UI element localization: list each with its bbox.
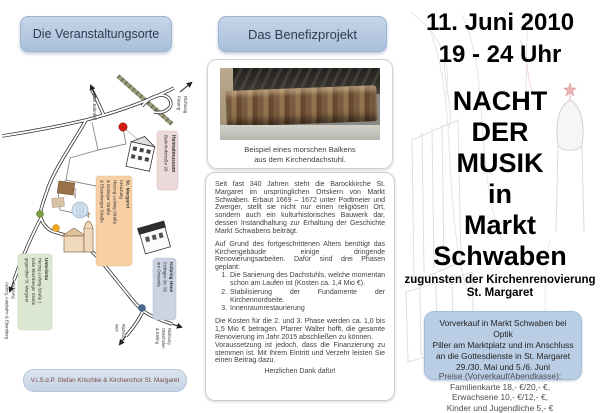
kolping-dot [139, 305, 146, 312]
event-date: 11. Juni 2010 [425, 9, 575, 36]
event-time: 19 - 24 Uhr [438, 41, 562, 68]
price-child: Kinder und Jugendliche 5,- € [446, 402, 554, 413]
imprint-pill [23, 369, 187, 392]
svg-text:Herzog-Ludwig-Straße: Herzog-Ludwig-Straße [112, 180, 118, 225]
venues-header-label: Die Veranstaltungsorte [32, 27, 160, 41]
title-line: Markt [463, 210, 537, 240]
svg-text:am Ortsende: am Ortsende [156, 262, 162, 287]
svg-text:& Erdinger Straße: & Erdinger Straße [106, 180, 111, 216]
svg-text:Richtung: Richtung [167, 328, 172, 345]
margaret-label [96, 176, 132, 266]
svg-text:St. Margaret: St. Margaret [124, 180, 130, 209]
title-line: in [488, 179, 512, 209]
venues-map [0, 70, 200, 362]
paragraph-renovation: Auf Grund des fortgeschrittenen Alters benötigt das Kirchengebäude einige dringende Renovierungsarbeiten. Dafür sind drei Phasen geplant: [215, 240, 385, 272]
phase-item-1: 1. Die Sanierung des Dachstuhls, welche momentan schon am Laufen ist (Kosten ca. 1,4 Mio €). [229, 272, 385, 288]
svg-text:Kolping Haus: Kolping Haus [169, 262, 174, 293]
kolping-label [153, 258, 176, 320]
beam-photo [220, 68, 380, 140]
phase-list [215, 272, 385, 313]
svg-text:gegenüber St. Margaret: gegenüber St. Margaret [24, 258, 30, 303]
unterbraeu-dot [37, 211, 44, 218]
museum-dot [119, 123, 127, 131]
price-header: Preise (Vorverkauf/Abendkasse): [438, 371, 562, 381]
thanks-line: Herzlichen Dank dafür! [264, 368, 336, 376]
svg-text:Ecke Ebersberger Straße: Ecke Ebersberger Straße [31, 258, 36, 306]
svg-text:& Ebersberger Straße: & Ebersberger Straße [99, 180, 105, 223]
svg-text:Ottenhofen: Ottenhofen [161, 328, 166, 349]
pond-sketch [72, 202, 88, 218]
phase-item-2: 2. Stabilisierung der Fundamente der Kirchennordseite. [229, 289, 385, 305]
kolpinghaus-sketch [137, 220, 171, 254]
margaret-dot [53, 225, 60, 232]
unterbraeu-label [18, 254, 52, 330]
project-text-card [205, 172, 395, 401]
museum-building-sketch [126, 134, 156, 171]
stone-ledge [220, 125, 380, 140]
title-line: MUSIK [456, 148, 544, 178]
event-panel [403, 0, 597, 413]
price-family: Familienkarte 18,- €/20,- €, [449, 381, 551, 392]
svg-text:Kreuzung: Kreuzung [119, 180, 124, 199]
price-list [403, 371, 597, 413]
museum-label [157, 131, 178, 190]
title-line: Schwaben [433, 241, 567, 271]
title-line: NACHT [452, 86, 548, 116]
svg-text:Bahnhofstraße 28: Bahnhofstraße 28 [163, 135, 169, 172]
svg-text:& Erding: & Erding [155, 328, 160, 345]
svg-text:Isen: Isen [114, 324, 120, 332]
venues-header [20, 16, 172, 52]
beam-photo-card [207, 59, 393, 169]
svg-text:Unterbräu: Unterbräu [44, 258, 49, 281]
svg-text:Herzog-Ludwig-Straße 1: Herzog-Ludwig-Straße 1 [37, 258, 43, 304]
phase-item-3: 3. Innenraumrestaurierung [229, 305, 385, 313]
svg-text:Anzing, Autobahn & Ebersberg: Anzing, Autobahn & Ebersberg [4, 282, 10, 340]
event-title [403, 86, 597, 272]
svg-text:Anger: Anger [73, 188, 78, 199]
photo-caption: Beispiel eines morschen Balkens aus dem Kirchendachstuhl. [244, 145, 356, 165]
rotten-beam [225, 85, 377, 127]
price-adult: Erwachsene 10,- €/12,- €, [452, 392, 548, 402]
benefit-header [218, 16, 387, 52]
svg-text:Erdinger Str. 50: Erdinger Str. 50 [162, 262, 168, 292]
benefit-header-label: Das Benefizprojekt [247, 26, 358, 42]
svg-text:Richtung: Richtung [183, 96, 188, 114]
church-sketch [62, 212, 93, 252]
svg-text:Richtung: Richtung [121, 324, 126, 341]
title-line: DER [471, 117, 529, 147]
svg-text:Heimatmuseum: Heimatmuseum [170, 135, 176, 173]
paragraph-history: Seit fast 340 Jahren steht die Barockkirche St. Margaret im ursprünglichen Ortskern von Markt Schwaben. Erbaut 1669 – 1672 unter Podtmeier und Zwerger, stellt sie nicht nur einen religiösen Ort, sondern auch ein kulturhistorisches Bauwerk dar, dessen Instandhaltung zur Erhaltung der Geschichte Markt Schwabens beiträgt. [215, 181, 385, 235]
svg-text:zum Bahnhof: zum Bahnhof [92, 94, 97, 120]
svg-text:Finsing: Finsing [176, 96, 182, 111]
presale-info-box: Vorverkauf in Markt Schwaben bei Optik Piller am Marktplatz und im Anschluss an die Gottesdienste in St. Margaret 29./30. Mai und 5./6. Juni [424, 311, 582, 380]
svg-text:Richtung: Richtung [11, 282, 16, 299]
town-building-sketch-2 [52, 197, 65, 207]
paragraph-financing: Voraussetzung ist jedoch, dass die Finanzierung zu stemmen ist. Mit Ihrem Eintritt und Verzehr leisten Sie einen Beitrag dazu. [215, 341, 385, 365]
event-subtitle: zugunsten der Kirchenrenovierung St. Margaret [404, 274, 596, 299]
town-building-sketch [57, 181, 75, 195]
imprint-text: V.i.S.d.P. Stefan Krischke & Kirchenchor St. Margaret [30, 377, 180, 384]
paragraph-costs: Die Kosten für die 2. und 3. Phase werden ca. 1,0 bis 1,5 Mio € betragen. Pfarrer Walter hofft, die gesamte Renovierung im Jahr 2015 abschließen zu können. [215, 318, 385, 341]
